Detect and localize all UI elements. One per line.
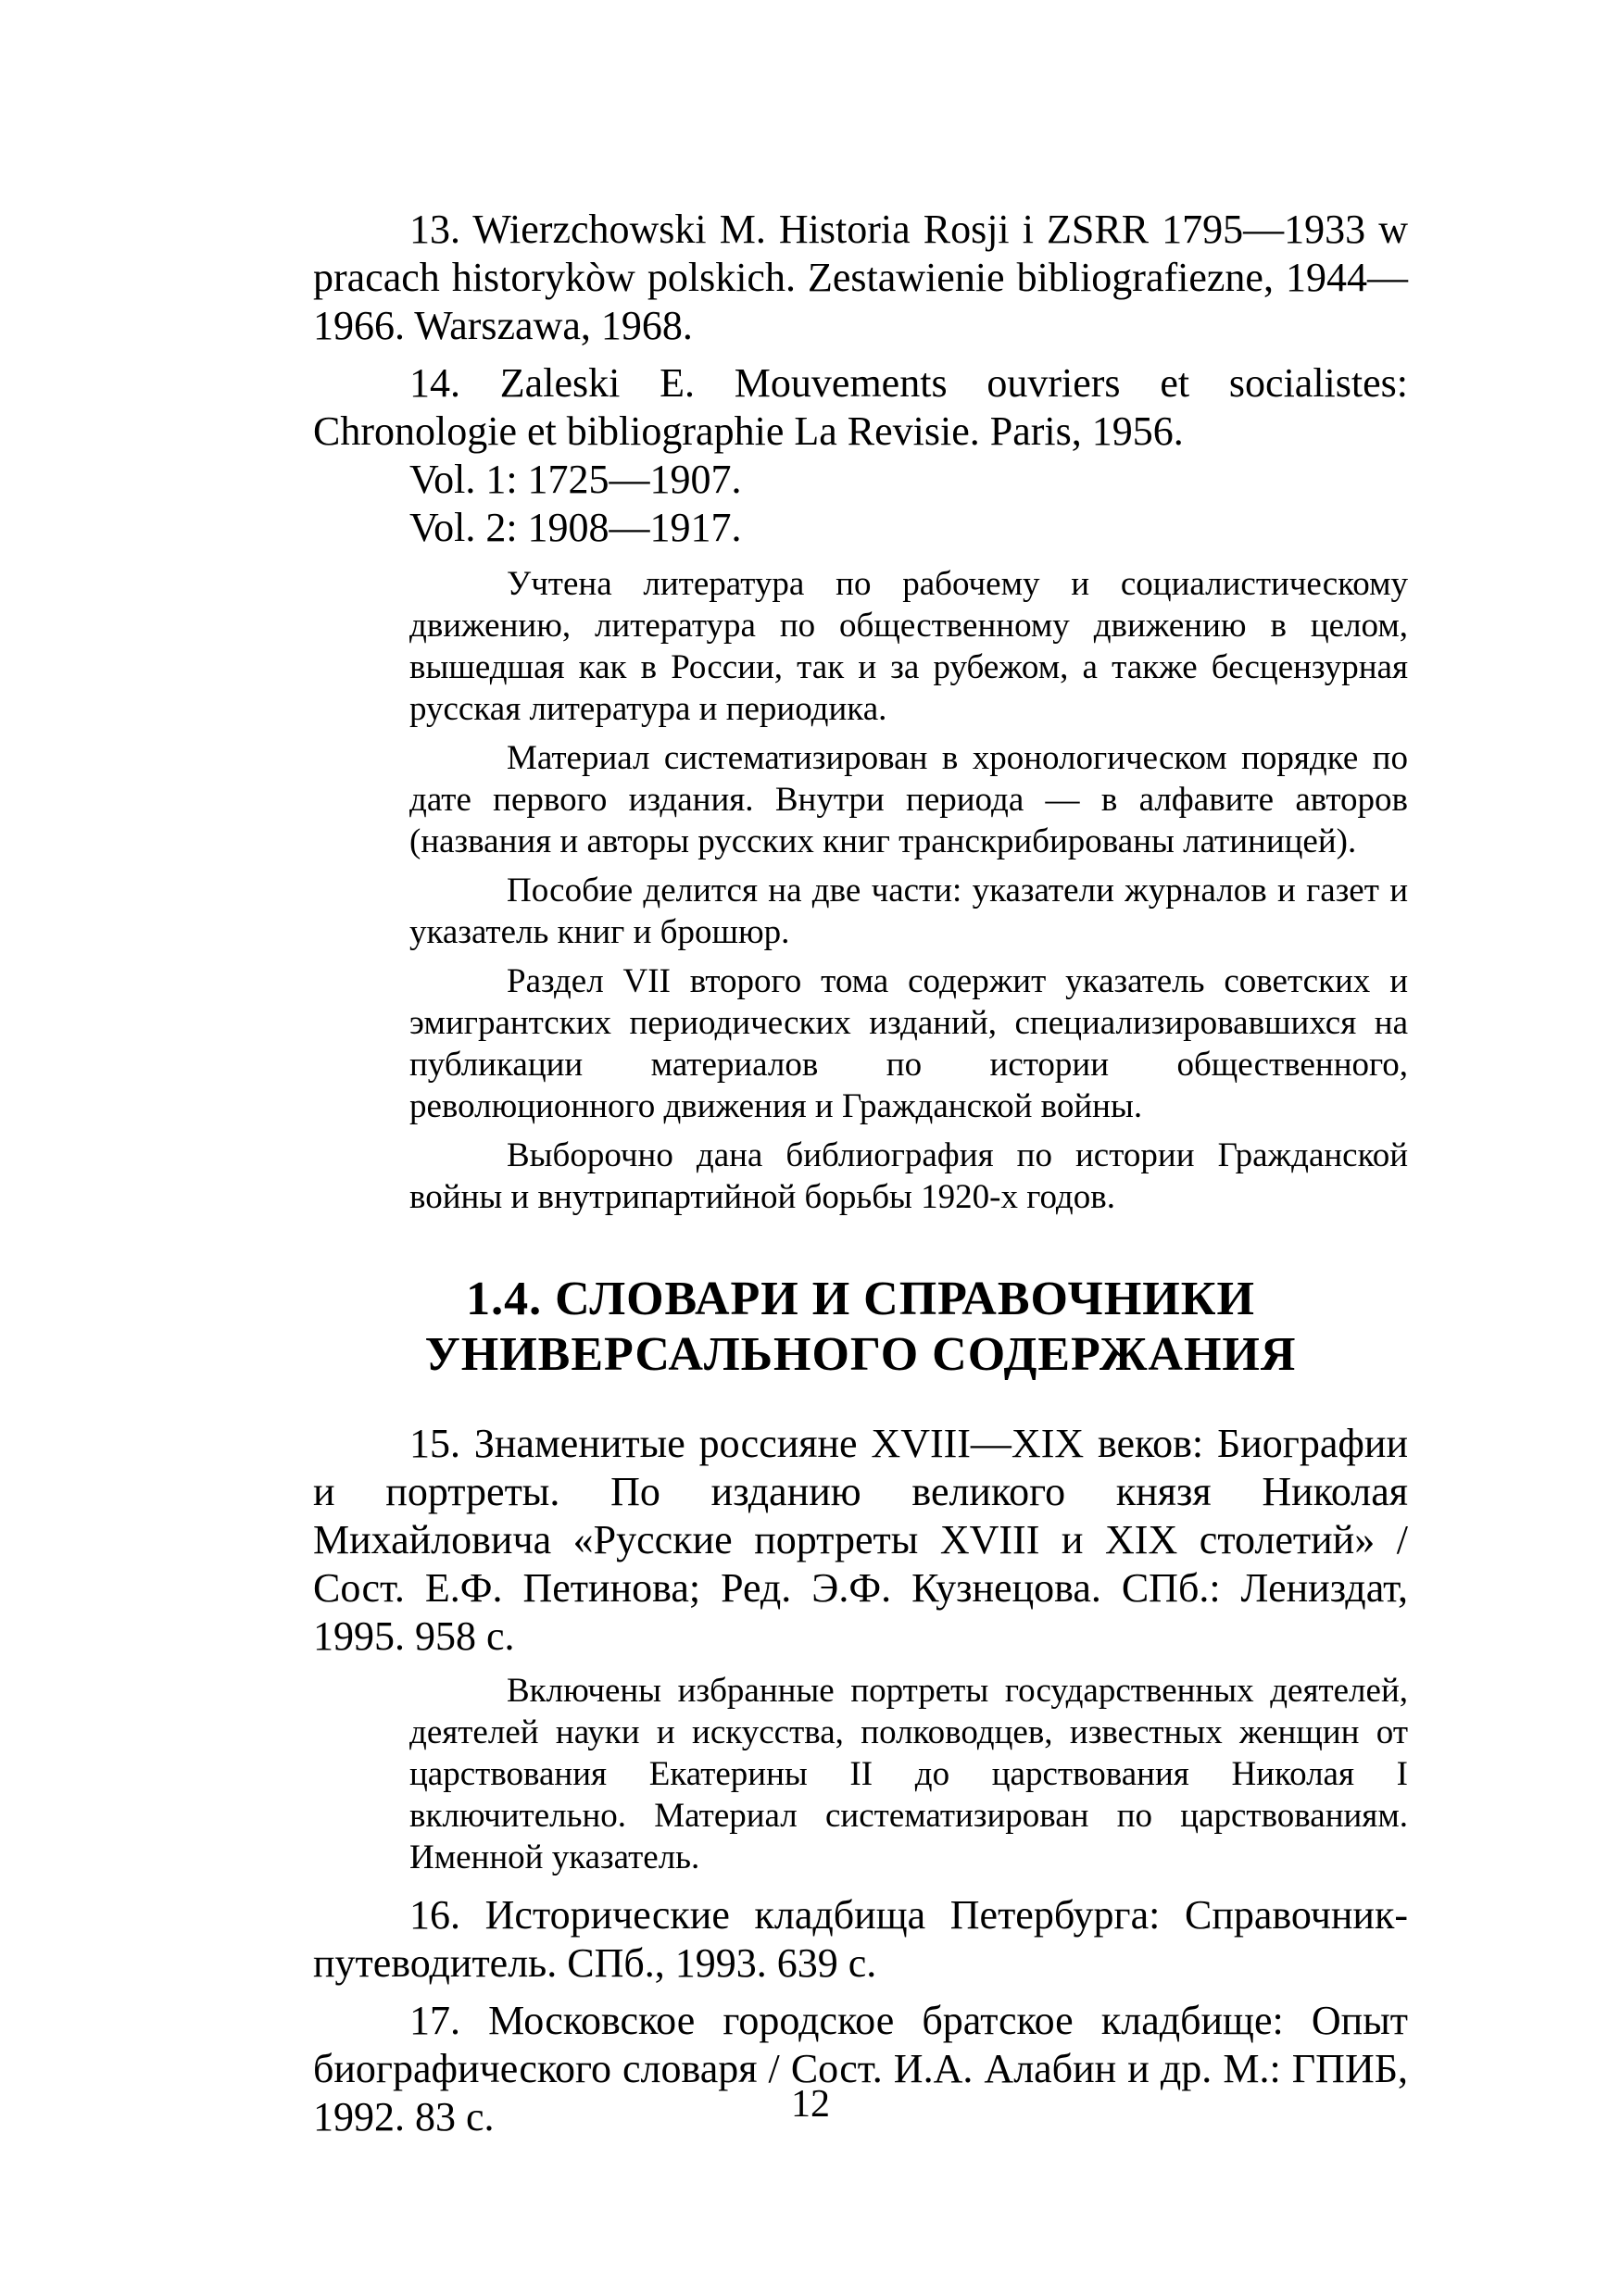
bib-entry-14-vol-2: Vol. 2: 1908—1917. — [409, 505, 742, 550]
section-heading-line-1: 1.4. СЛОВАРИ И СПРАВОЧНИКИ — [466, 1273, 1255, 1325]
annotation-14-paragraph: Материал систематизирован в хронологическом порядке по дате первого издания. Внутри периода — в алфавите авторов (названия и авторы русских книг транскрибированы латиницей). — [409, 739, 1408, 860]
page-body — [313, 206, 1408, 2151]
bib-entry-15: 15. Знаменитые россияне XVIII—XIX веков: Биографии и портреты. По изданию великого князя Николая Михайловича «Русские портреты XVIII и XIX столетий» / Сост. Е.Ф. Петинова; Ред. Э.Ф. Кузнецова. СПб.: Лениздат, 1995. 958 с. — [313, 1421, 1408, 1659]
bib-entry-14: 14. Zaleski E. Mouvements ouvriers et socialistes: Chronologie et bibliographie La Revisie. Paris, 1956. — [313, 360, 1408, 454]
annotation-14-paragraph: Раздел VII второго тома содержит указатель советских и эмигрантских периодических изданий, специализировавшихся на публикации материалов по истории общественного, революционного движения и Гражданской войны. — [409, 962, 1408, 1125]
bib-entry-17: 17. Московское городское братское кладбище: Опыт биографического словаря / Сост. И.А. Алабин и др. М.: ГПИБ, 1992. 83 с. — [313, 1998, 1408, 2139]
section-heading — [313, 1272, 1408, 1383]
section-heading-line-2: УНИВЕРСАЛЬНОГО СОДЕРЖАНИЯ — [424, 1328, 1297, 1381]
page-number: 12 — [791, 2083, 830, 2126]
annotation-14-paragraph: Учтена литература по рабочему и социалистическому движению, литература по общественному движению в целом, вышедшая как в России, так и за рубежом, а также бесцензурная русская литература и периодика. — [409, 565, 1408, 728]
annotation-14-paragraph: Выборочно дана библиография по истории Гражданской войны и внутрипартийной борьбы 1920-х годов. — [409, 1136, 1408, 1216]
annotation-15 — [313, 1670, 1408, 1878]
annotation-15-paragraph: Включены избранные портреты государственных деятелей, деятелей науки и искусства, полководцев, известных женщин от царствования Екатерины II до царствования Николая I включительно. Материал систематизирован по царствованиям. Именной указатель. — [409, 1672, 1408, 1876]
annotation-14 — [313, 563, 1408, 1218]
bib-entry-16: 16. Исторические кладбища Петербурга: Справочник-путеводитель. СПб., 1993. 639 с. — [313, 1892, 1408, 1986]
bib-entry-13: 13. Wierzchowski M. Historia Rosji i ZSRR 1795—1933 w pracach historykòw polskich. Zestawienie bibliografiezne, 1944—1966. Warszawa, 1968. — [313, 207, 1408, 348]
annotation-14-paragraph: Пособие делится на две части: указатели журналов и газет и указатель книг и брошюр. — [409, 872, 1408, 951]
bib-entry-14-vol-1: Vol. 1: 1725—1907. — [409, 457, 742, 502]
